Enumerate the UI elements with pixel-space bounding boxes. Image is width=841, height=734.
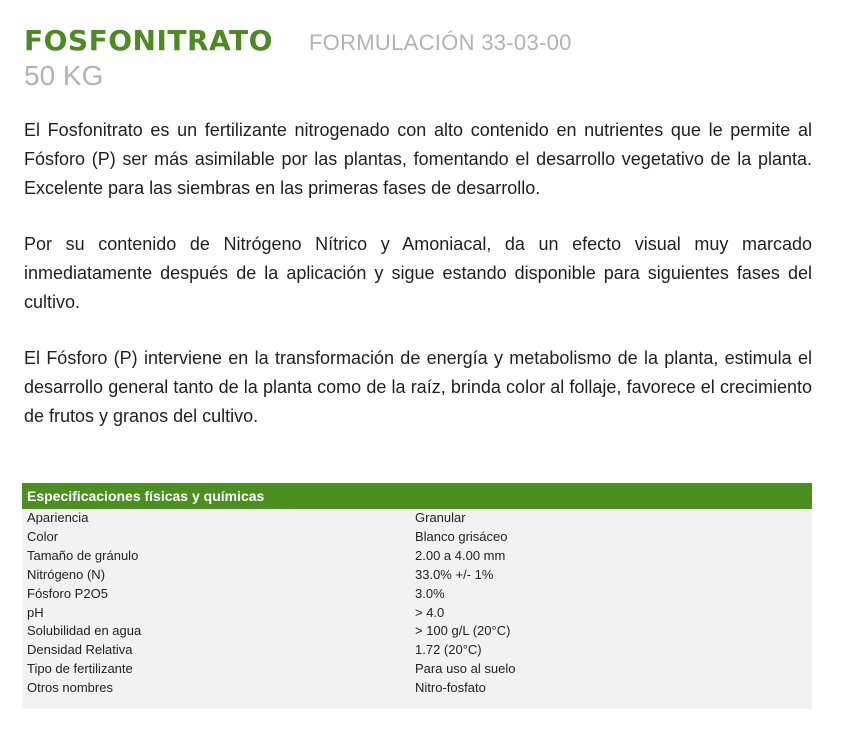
spec-value: Granular	[415, 510, 466, 525]
title-row	[24, 24, 824, 60]
spec-value: 1.72 (20°C)	[415, 642, 482, 658]
product-header	[24, 24, 824, 92]
spec-value: 2.00 a 4.00 mm	[415, 547, 506, 563]
spec-label: pH	[27, 604, 44, 620]
spec-label: Fósforo P2O5	[27, 585, 108, 601]
spec-label: Solubilidad en agua	[27, 623, 142, 639]
spec-value: 3.0%	[415, 585, 445, 601]
spec-label: Otros nombres	[27, 680, 113, 696]
spec-label: Nitrógeno (N)	[27, 566, 106, 582]
package-weight: 50 KG	[24, 60, 104, 91]
product-title: FOSFONITRATO	[24, 24, 273, 57]
spec-value: Blanco grisáceo	[415, 528, 508, 544]
product-description	[24, 116, 812, 431]
spec-row	[22, 509, 812, 528]
spec-row	[22, 528, 812, 547]
formulation-label: FORMULACIÓN 33-03-00	[308, 30, 572, 55]
specifications-table	[22, 483, 812, 709]
spec-row	[22, 660, 812, 679]
description-paragraph-3: El Fósforo (P) interviene en la transformación de energía y metabolismo de la planta, estimula el desarrollo general tanto de la planta como de la raíz, brinda color al follaje, favorece el crecimiento de frutos y granos del cultivo.	[24, 348, 812, 426]
spec-row	[22, 679, 812, 698]
spec-value: Para uso al suelo	[415, 661, 516, 677]
spec-label: Tipo de fertilizante	[27, 661, 133, 677]
spec-label: Tamaño de gránulo	[27, 547, 139, 563]
specifications-heading: Especificaciones físicas y químicas	[22, 483, 812, 509]
spec-row	[22, 641, 812, 660]
spec-row	[22, 604, 812, 623]
spec-value: 33.0% +/- 1%	[415, 566, 494, 582]
spec-row	[22, 585, 812, 604]
spec-value: Nitro-fosfato	[415, 680, 486, 696]
spec-label: Densidad Relativa	[27, 642, 133, 658]
spec-row	[22, 566, 812, 585]
spec-value: > 4.0	[415, 604, 445, 620]
description-paragraph-1: El Fosfonitrato es un fertilizante nitrogenado con alto contenido en nutrientes que le permite al Fósforo (P) ser más asimilable por las plantas, fomentando el desarrollo vegetativo de la planta. Excelente para las siembras en las primeras fases de desarrollo.	[24, 120, 812, 198]
description-paragraph-2: Por su contenido de Nitrógeno Nítrico y Amoniacal, da un efecto visual muy marcado inmediatamente después de la aplicación y sigue estando disponible para siguientes fases del cultivo.	[24, 234, 812, 312]
spec-label: Apariencia	[27, 510, 89, 525]
specifications-rows	[22, 509, 812, 698]
spec-value: > 100 g/L (20°C)	[415, 623, 511, 639]
spec-row	[22, 622, 812, 641]
spec-label: Color	[27, 528, 59, 544]
spec-row	[22, 547, 812, 566]
